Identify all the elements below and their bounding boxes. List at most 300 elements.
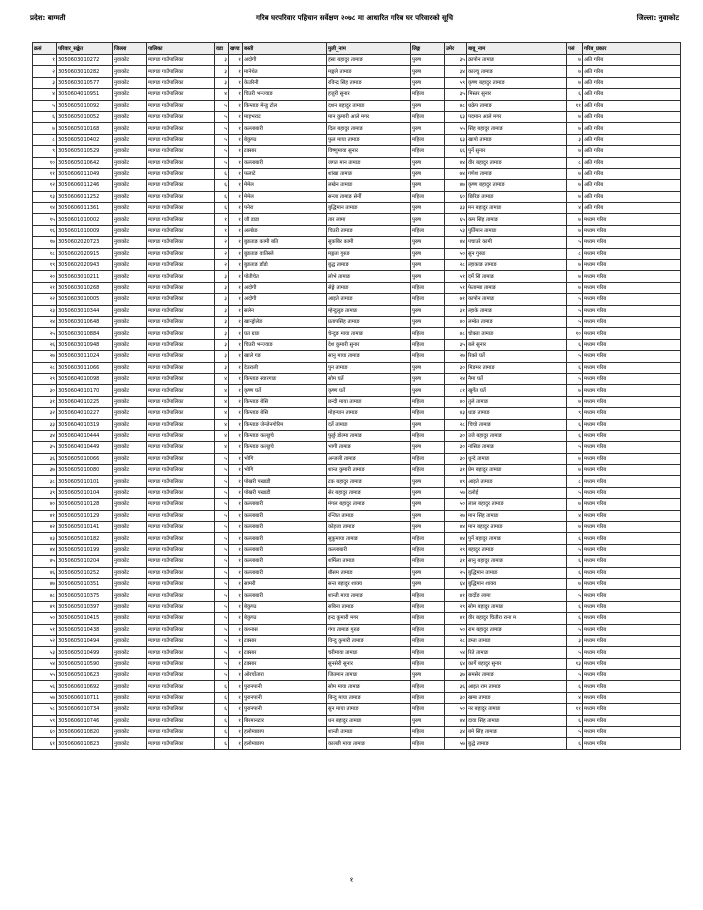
table-cell: अति गरिब	[583, 157, 681, 168]
table-cell: २९	[33, 373, 57, 384]
table-cell: १	[229, 453, 243, 464]
table-row	[33, 191, 681, 202]
table-cell: नुवाकोट	[113, 248, 147, 259]
table-cell: नुवाकोट	[113, 373, 147, 384]
table-cell: ६	[567, 715, 583, 726]
table-cell: म्यागङ गाउँपालिका	[147, 670, 215, 681]
table-cell: छन्दी माया तामाङ	[327, 396, 411, 407]
table-cell: महिला	[411, 396, 445, 407]
table-cell: 3050605010129	[57, 510, 113, 521]
table-cell: नुवाकोट	[113, 351, 147, 362]
table-cell: १	[229, 271, 243, 282]
table-cell: समसेर तामाङ	[467, 670, 567, 681]
table-row	[33, 146, 681, 157]
table-cell: पुरुष	[411, 100, 445, 111]
table-cell: ६१	[33, 738, 57, 749]
table-cell: नुवाकोट	[113, 123, 147, 134]
table-cell: १	[229, 533, 243, 544]
table-cell: पुरुष	[411, 77, 445, 88]
table-cell: अदोगी	[243, 282, 327, 293]
table-cell: अति गरिब	[583, 55, 681, 66]
table-cell: नुवाकोट	[113, 499, 147, 510]
table-cell: १	[229, 476, 243, 487]
table-cell: अति गरिब	[583, 134, 681, 145]
table-cell: पुरुष	[411, 385, 445, 396]
table-cell: ५९	[33, 715, 57, 726]
table-cell: म्यागङ गाउँपालिका	[147, 692, 215, 703]
table-cell: सामरी	[243, 578, 327, 589]
table-cell: महिला	[411, 453, 445, 464]
table-cell: शान्ती तामाङ	[327, 727, 411, 738]
table-row	[33, 123, 681, 134]
table-cell: मध्यम गरिब	[583, 260, 681, 271]
table-cell: ३२	[33, 408, 57, 419]
table-cell: तार लामा	[327, 214, 411, 225]
table-cell: ५८	[33, 704, 57, 715]
table-cell: हलोमाछाप	[243, 727, 327, 738]
table-cell: कल्लाबारी	[243, 556, 327, 567]
table-cell: १८	[33, 248, 57, 259]
table-cell: ७	[567, 191, 583, 202]
table-row	[33, 339, 681, 350]
table-cell: महिला	[411, 681, 445, 692]
table-cell: 3050605010375	[57, 590, 113, 601]
table-cell: २	[33, 66, 57, 77]
table-cell: कल्लाबारी	[243, 567, 327, 578]
table-cell: बुद्ध तामाङ	[327, 260, 411, 271]
table-cell: मध्यम गरिब	[583, 396, 681, 407]
table-cell: अति गरिब	[583, 66, 681, 77]
table-cell: हलोमाछाप	[243, 738, 327, 749]
table-cell: ४४	[445, 522, 467, 533]
table-cell: कल्लाबारी	[327, 544, 411, 555]
table-cell: १	[229, 191, 243, 202]
province-label: प्रदेश: बाग्मती	[30, 14, 66, 22]
table-cell: पुर्ने सुनार	[467, 146, 567, 157]
table-cell: ५	[215, 123, 229, 134]
table-cell: ६	[215, 715, 229, 726]
table-cell: नुवाकोट	[113, 316, 147, 327]
table-cell: महिला	[411, 727, 445, 738]
table-cell: २६	[33, 339, 57, 350]
table-cell: चिउरी तामाङ	[327, 225, 411, 236]
table-header-row	[33, 43, 681, 55]
table-cell: ३५	[445, 89, 467, 100]
table-cell: 3050603010577	[57, 77, 113, 88]
table-cell: लखेन तामाङ	[327, 180, 411, 191]
table-cell: महिला	[411, 738, 445, 749]
table-cell: म्यागङ गाउँपालिका	[147, 157, 215, 168]
table-cell: नुवाकोट	[113, 522, 147, 533]
table-cell: कल्लाबारी	[243, 157, 327, 168]
table-cell: ५	[215, 533, 229, 544]
table-cell: नुवाकोट	[113, 681, 147, 692]
table-cell: सुकुमाया तामाङ	[327, 533, 411, 544]
table-cell: ४८	[445, 328, 467, 339]
table-cell: अति गरिब	[583, 89, 681, 100]
table-cell: १	[229, 442, 243, 453]
table-cell: २२	[33, 294, 57, 305]
table-cell: मध्यम गरिब	[583, 499, 681, 510]
table-cell: ५	[567, 624, 583, 635]
table-cell: ५२	[33, 635, 57, 646]
table-row	[33, 556, 681, 567]
table-cell: बिरमानटार	[243, 715, 327, 726]
table-cell: दर्ते तामाङ	[327, 419, 411, 430]
table-cell: सुकबिर कामी	[327, 237, 411, 248]
table-cell: १	[229, 681, 243, 692]
table-cell: ५१	[445, 271, 467, 282]
table-cell: प्रेम बहादुर तामाङ	[467, 465, 567, 476]
table-cell: बुद्धिमान तामाङ	[327, 203, 411, 214]
table-cell: १	[229, 613, 243, 624]
table-cell: 3050605010590	[57, 658, 113, 669]
table-row	[33, 214, 681, 225]
table-row	[33, 248, 681, 259]
table-cell: देउराली	[243, 362, 327, 373]
table-cell: मध्यम गरिब	[583, 351, 681, 362]
table-cell: पुरुष	[411, 442, 445, 453]
table-cell: म्यागङ गाउँपालिका	[147, 704, 215, 715]
table-row	[33, 66, 681, 77]
table-cell: ३	[33, 77, 57, 88]
table-cell: नुवाकोट	[113, 533, 147, 544]
table-cell: १	[229, 556, 243, 567]
table-cell: मध्यम गरिब	[583, 225, 681, 236]
table-cell: १	[229, 260, 243, 271]
table-cell: कृष्ण घर्ते	[243, 385, 327, 396]
table-cell: ५	[215, 487, 229, 498]
table-cell: १	[229, 670, 243, 681]
table-cell: म्यागङ गाउँपालिका	[147, 487, 215, 498]
table-cell: नुवाकोट	[113, 601, 147, 612]
table-cell: चरीमाया तामाङ	[327, 647, 411, 658]
table-row	[33, 237, 681, 248]
table-cell: नुवाकोट	[113, 271, 147, 282]
table-cell: १	[229, 544, 243, 555]
table-cell: 3050606011049	[57, 168, 113, 179]
table-cell: ४३	[33, 533, 57, 544]
table-cell: सोम घर्ते	[327, 373, 411, 384]
table-cell: पुरुष	[411, 66, 445, 77]
table-cell: ५५	[33, 670, 57, 681]
table-cell: ५	[215, 157, 229, 168]
table-cell: 3050603010948	[57, 339, 113, 350]
table-cell: ७	[567, 66, 583, 77]
table-cell: मध्यम गरिब	[583, 578, 681, 589]
table-cell: आइत राम तामाङ	[467, 681, 567, 692]
table-cell: २८	[33, 362, 57, 373]
table-cell: ६६	[445, 146, 467, 157]
table-cell: पुरुष	[411, 316, 445, 327]
table-cell: ४४	[445, 157, 467, 168]
table-cell: पुरुष	[411, 214, 445, 225]
table-cell: १	[229, 237, 243, 248]
table-cell: तुले तामाङ	[467, 396, 567, 407]
table-cell: 3050605010092	[57, 100, 113, 111]
table-cell: पुरुष	[411, 271, 445, 282]
table-cell: मध्यम गरिब	[583, 533, 681, 544]
column-header: जिल्ला	[113, 43, 147, 55]
table-cell: महिला	[411, 430, 445, 441]
table-cell: ४१	[33, 510, 57, 521]
table-cell: सन्त बहादुर शाक्य	[327, 578, 411, 589]
table-cell: कथ्नास	[243, 624, 327, 635]
table-cell: ३०	[445, 362, 467, 373]
table-cell: कोइजा तामाङ	[327, 522, 411, 533]
table-cell: मध्यम गरिब	[583, 442, 681, 453]
table-cell: सबिना तामाङ	[327, 601, 411, 612]
table-row	[33, 316, 681, 327]
table-cell: २	[215, 260, 229, 271]
table-cell: सेर बहादुर तामाङ	[327, 487, 411, 498]
table-row	[33, 510, 681, 521]
table-cell: मध्यम गरिब	[583, 248, 681, 259]
table-cell: पुरुष	[411, 305, 445, 316]
table-cell: सुनसेरी सुनार	[327, 658, 411, 669]
table-cell: १२	[33, 180, 57, 191]
table-cell: नुवाकोट	[113, 260, 147, 271]
table-cell: ५	[215, 499, 229, 510]
table-cell: नुवाकोट	[113, 111, 147, 122]
table-cell: खाले गङ	[243, 351, 327, 362]
table-cell: ओरचोंतारा	[243, 670, 327, 681]
table-cell: ३	[215, 362, 229, 373]
table-cell: चोक्ता तामाङ	[467, 328, 567, 339]
table-cell: ९	[567, 408, 583, 419]
table-cell: ५४	[445, 647, 467, 658]
table-cell: जौ डाडा	[243, 214, 327, 225]
table-cell: मध्यम गरिब	[583, 522, 681, 533]
table-cell: ६	[215, 681, 229, 692]
table-cell: ८१	[445, 385, 467, 396]
table-cell: ५	[215, 658, 229, 669]
table-cell: ७	[567, 260, 583, 271]
table-cell: बुङताङ कामी बति	[243, 237, 327, 248]
table-cell: ६	[567, 430, 583, 441]
table-row	[33, 704, 681, 715]
table-cell: ४	[567, 692, 583, 703]
table-row	[33, 601, 681, 612]
table-cell: 3050603011066	[57, 362, 113, 373]
table-cell: १	[229, 373, 243, 384]
table-row	[33, 442, 681, 453]
table-cell: ४	[567, 510, 583, 521]
table-cell: ७	[567, 146, 583, 157]
table-cell: टक्सार	[243, 647, 327, 658]
table-cell: ४	[215, 430, 229, 441]
table-cell: ८	[567, 248, 583, 259]
table-cell: नुवाकोट	[113, 77, 147, 88]
table-cell: ५	[215, 624, 229, 635]
table-cell: नुवाकोट	[113, 510, 147, 521]
table-cell: पुरुष	[411, 248, 445, 259]
table-cell: मङ्गले तामाङ	[327, 66, 411, 77]
table-row	[33, 305, 681, 316]
table-cell: ५	[215, 544, 229, 555]
table-row	[33, 294, 681, 305]
table-cell: सुन गुरुङ	[467, 248, 567, 259]
table-cell: गणेश तामाङ	[467, 168, 567, 179]
table-cell: म्यागङ गाउँपालिका	[147, 248, 215, 259]
table-cell: म्यागङ गाउँपालिका	[147, 294, 215, 305]
table-cell: डम्ता तामाङ	[467, 635, 567, 646]
table-cell: ४	[215, 385, 229, 396]
table-cell: म्यागङ गाउँपालिका	[147, 316, 215, 327]
table-cell: ४	[567, 203, 583, 214]
table-cell: देश कुमारी सुनार	[327, 339, 411, 350]
table-cell: बुङताङ वातिस्ले	[243, 248, 327, 259]
table-cell: मध्यम गरिब	[583, 419, 681, 430]
table-cell: म्यागङ गाउँपालिका	[147, 362, 215, 373]
table-cell: ५	[567, 727, 583, 738]
table-cell: सुन माया तामाङ	[327, 704, 411, 715]
table-cell: ४७	[445, 180, 467, 191]
table-cell: ४	[215, 442, 229, 453]
table-cell: ४	[33, 89, 57, 100]
table-body	[33, 55, 681, 750]
table-cell: ४९	[33, 601, 57, 612]
table-cell: १	[229, 168, 243, 179]
table-cell: १	[215, 214, 229, 225]
table-cell: ६	[567, 533, 583, 544]
table-cell: विन्दु कुमारी तामाङ	[327, 635, 411, 646]
table-cell: पुरुष	[411, 487, 445, 498]
table-cell: नुवाकोट	[113, 203, 147, 214]
table-cell: ७	[567, 271, 583, 282]
page-number: १	[349, 876, 354, 884]
table-cell: सानु बहादुर तामाङ	[467, 556, 567, 567]
table-cell: ५	[567, 373, 583, 384]
table-cell: १	[229, 465, 243, 476]
table-cell: मान सिंह तामाङ	[467, 510, 567, 521]
table-cell: दलोई	[467, 487, 567, 498]
table-cell: पुरुष	[411, 260, 445, 271]
table-cell: १	[229, 658, 243, 669]
table-cell: ५	[215, 670, 229, 681]
table-cell: किम्ताङ कल्छुचे	[243, 442, 327, 453]
table-cell: कल्लाबारी	[243, 123, 327, 134]
table-cell: १	[229, 510, 243, 521]
table-cell: १	[229, 294, 243, 305]
table-row	[33, 578, 681, 589]
table-cell: ५	[567, 590, 583, 601]
table-row	[33, 715, 681, 726]
table-cell: म्यागङ गाउँपालिका	[147, 430, 215, 441]
table-cell: मध्यम गरिब	[583, 601, 681, 612]
table-cell: पोखरी पखाडी	[243, 487, 327, 498]
table-cell: धन बहादुर तामाङ	[327, 715, 411, 726]
table-cell: १५	[33, 214, 57, 225]
table-cell: म्यागङ गाउँपालिका	[147, 385, 215, 396]
table-cell: ३५	[445, 339, 467, 350]
table-row	[33, 738, 681, 749]
table-cell: नुवाकोट	[113, 214, 147, 225]
table-cell: 3050605010494	[57, 635, 113, 646]
table-cell: महिला	[411, 282, 445, 293]
table-cell: १	[229, 692, 243, 703]
table-cell: अति गरिब	[583, 100, 681, 111]
table-row	[33, 157, 681, 168]
table-cell: मध्यम गरिब	[583, 590, 681, 601]
column-header: पालिका	[147, 43, 215, 55]
table-cell: म्यागङ गाउँपालिका	[147, 658, 215, 669]
table-cell: 3050606010734	[57, 704, 113, 715]
table-cell: 3050604010098	[57, 373, 113, 384]
table-cell: २८	[445, 419, 467, 430]
table-cell: ३४	[33, 430, 57, 441]
table-row	[33, 681, 681, 692]
table-cell: महिला	[411, 692, 445, 703]
table-cell: १	[229, 430, 243, 441]
table-cell: बिन्दु माया तामाङ	[327, 692, 411, 703]
table-cell: 3050602020915	[57, 248, 113, 259]
table-cell: मध्यम गरिब	[583, 613, 681, 624]
table-cell: १४	[33, 203, 57, 214]
table-cell: ४०	[33, 499, 57, 510]
table-cell: ५	[215, 601, 229, 612]
table-cell: प्रतापसिंह तामाङ	[327, 316, 411, 327]
table-cell: 3050606010692	[57, 681, 113, 692]
table-cell: कम सिंह तामाङ	[467, 214, 567, 225]
table-cell: ५	[215, 647, 229, 658]
table-cell: ७	[567, 282, 583, 293]
table-cell: ३	[215, 55, 229, 66]
table-cell: ६	[567, 681, 583, 692]
table-cell: ३५	[33, 442, 57, 453]
table-cell: १	[229, 146, 243, 157]
table-row	[33, 100, 681, 111]
table-cell: ६	[215, 738, 229, 749]
table-cell: १	[229, 522, 243, 533]
table-cell: म्यागङ गाउँपालिका	[147, 271, 215, 282]
table-row	[33, 453, 681, 464]
table-cell: कल्लाबारी	[243, 544, 327, 555]
table-cell: पुरुष	[411, 168, 445, 179]
table-cell: ३४	[445, 66, 467, 77]
table-row	[33, 658, 681, 669]
table-cell: सलेन	[243, 305, 327, 316]
table-cell: विष्णुमाया सुनार	[327, 146, 411, 157]
table-cell: नुवाकोट	[113, 567, 147, 578]
table-cell: ४७	[33, 578, 57, 589]
table-cell: ४०	[445, 316, 467, 327]
table-cell: पुरुष	[411, 715, 445, 726]
table-cell: नुवाकोट	[113, 453, 147, 464]
table-cell: महिला	[411, 146, 445, 157]
table-cell: नुवाकोट	[113, 191, 147, 202]
table-cell: अति गरिब	[583, 180, 681, 191]
table-cell: 3050605010182	[57, 533, 113, 544]
table-cell: ५९	[445, 77, 467, 88]
table-cell: २१	[33, 282, 57, 293]
table-cell: मेमेल	[243, 180, 327, 191]
table-cell: ७	[567, 225, 583, 236]
table-cell: बुद्धिमान तामाङ	[467, 567, 567, 578]
table-row	[33, 499, 681, 510]
table-cell: ६०	[33, 727, 57, 738]
table-cell: ३८	[33, 476, 57, 487]
table-cell: महिला	[411, 613, 445, 624]
table-cell: ३	[215, 66, 229, 77]
table-cell: ७	[567, 385, 583, 396]
table-cell: म्यागङ गाउँपालिका	[147, 123, 215, 134]
table-cell: ६४	[445, 658, 467, 669]
table-cell: मिङमर तामाङ	[467, 362, 567, 373]
table-cell: लाल बहादुर तामाङ	[467, 499, 567, 510]
table-cell: ३३	[33, 419, 57, 430]
table-cell: ३५	[445, 55, 467, 66]
